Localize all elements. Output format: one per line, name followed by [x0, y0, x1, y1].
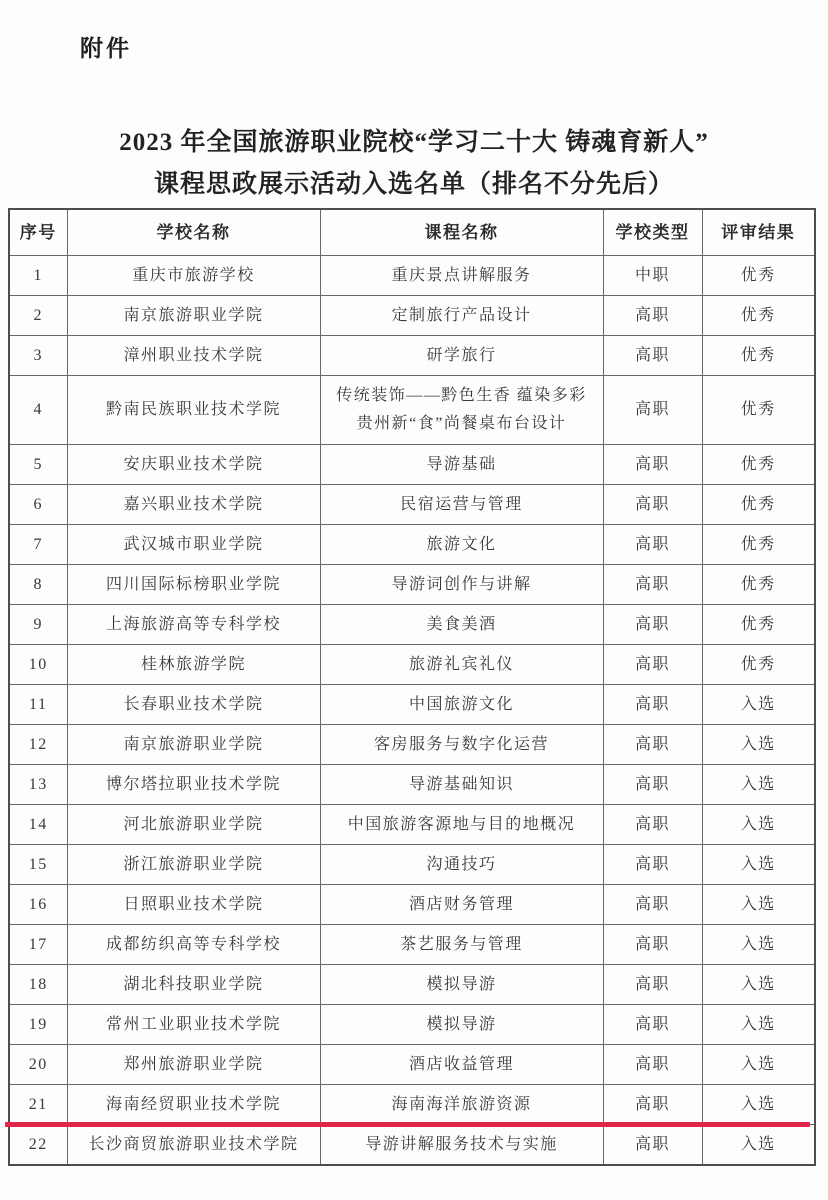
table-row: [9, 645, 815, 685]
table-row: [9, 605, 815, 645]
table-row: [9, 565, 815, 605]
cell-school-type: 高职: [603, 605, 702, 645]
cell-index: 4: [9, 376, 67, 445]
cell-course-name: 重庆景点讲解服务: [320, 256, 603, 296]
cell-course-name: 酒店收益管理: [320, 1045, 603, 1085]
cell-school-type: 中职: [603, 256, 702, 296]
table-row: [9, 965, 815, 1005]
cell-school-name: 郑州旅游职业学院: [67, 1045, 320, 1085]
cell-review-result: 入选: [702, 725, 815, 765]
cell-review-result: 入选: [702, 925, 815, 965]
column-header-review-result: 评审结果: [702, 209, 815, 256]
cell-index: 2: [9, 296, 67, 336]
cell-index: 14: [9, 805, 67, 845]
column-header-index: 序号: [9, 209, 67, 256]
table-row: [9, 336, 815, 376]
cell-school-name: 成都纺织高等专科学校: [67, 925, 320, 965]
table-row: [9, 256, 815, 296]
table-row: [9, 845, 815, 885]
cell-school-name: 日照职业技术学院: [67, 885, 320, 925]
cell-review-result: 优秀: [702, 485, 815, 525]
cell-index: 12: [9, 725, 67, 765]
cell-course-name: 模拟导游: [320, 1005, 603, 1045]
cell-school-type: 高职: [603, 965, 702, 1005]
document-title-line1: 2023 年全国旅游职业院校“学习二十大 铸魂育新人”: [119, 129, 709, 156]
cell-review-result: 优秀: [702, 605, 815, 645]
document-title-line2: 课程思政展示活动入选名单（排名不分先后）: [153, 171, 674, 198]
cell-school-type: 高职: [603, 845, 702, 885]
cell-school-name: 长春职业技术学院: [67, 685, 320, 725]
cell-school-type: 高职: [603, 485, 702, 525]
cell-course-name: 海南海洋旅游资源: [320, 1085, 603, 1125]
cell-school-name: 四川国际标榜职业学院: [67, 565, 320, 605]
cell-school-type: 高职: [603, 445, 702, 485]
cell-school-name: 上海旅游高等专科学校: [67, 605, 320, 645]
cell-course-name: 研学旅行: [320, 336, 603, 376]
table-row: [9, 725, 815, 765]
cell-course-name: 旅游礼宾礼仪: [320, 645, 603, 685]
cell-school-type: 高职: [603, 1005, 702, 1045]
cell-index: 21: [9, 1085, 67, 1125]
cell-course-name: 传统装饰——黔色生香 蕴染多彩贵州新“食”尚餐桌布台设计: [320, 376, 603, 445]
cell-school-name: 安庆职业技术学院: [67, 445, 320, 485]
table-row: [9, 1085, 815, 1125]
cell-course-name: 美食美酒: [320, 605, 603, 645]
cell-school-type: 高职: [603, 1045, 702, 1085]
cell-school-name: 博尔塔拉职业技术学院: [67, 765, 320, 805]
cell-course-name: 定制旅行产品设计: [320, 296, 603, 336]
cell-index: 3: [9, 336, 67, 376]
cell-school-name: 南京旅游职业学院: [67, 725, 320, 765]
cell-school-name: 桂林旅游学院: [67, 645, 320, 685]
cell-review-result: 入选: [702, 1005, 815, 1045]
cell-index: 6: [9, 485, 67, 525]
cell-school-name: 湖北科技职业学院: [67, 965, 320, 1005]
table-row: [9, 525, 815, 565]
cell-school-name: 黔南民族职业技术学院: [67, 376, 320, 445]
table-row: [9, 1005, 815, 1045]
cell-review-result: 入选: [702, 805, 815, 845]
table-row: [9, 445, 815, 485]
cell-course-name: 中国旅游文化: [320, 685, 603, 725]
cell-index: 19: [9, 1005, 67, 1045]
cell-review-result: 入选: [702, 685, 815, 725]
cell-review-result: 入选: [702, 1125, 815, 1166]
cell-course-name: 客房服务与数字化运营: [320, 725, 603, 765]
table-row: [9, 885, 815, 925]
table-row: [9, 765, 815, 805]
cell-school-type: 高职: [603, 805, 702, 845]
column-header-school-name: 学校名称: [67, 209, 320, 256]
cell-course-name: 模拟导游: [320, 965, 603, 1005]
cell-school-type: 高职: [603, 765, 702, 805]
table-row: [9, 485, 815, 525]
cell-index: 22: [9, 1125, 67, 1166]
cell-school-type: 高职: [603, 1125, 702, 1166]
cell-course-name: 茶艺服务与管理: [320, 925, 603, 965]
cell-review-result: 优秀: [702, 445, 815, 485]
table-row: [9, 805, 815, 845]
cell-course-name: 酒店财务管理: [320, 885, 603, 925]
cell-school-type: 高职: [603, 725, 702, 765]
cell-review-result: 优秀: [702, 256, 815, 296]
table-row: [9, 1045, 815, 1085]
cell-review-result: 优秀: [702, 645, 815, 685]
cell-review-result: 入选: [702, 845, 815, 885]
cell-index: 16: [9, 885, 67, 925]
table-row: [9, 376, 815, 445]
cell-school-type: 高职: [603, 885, 702, 925]
cell-course-name: 中国旅游客源地与目的地概况: [320, 805, 603, 845]
table-row: [9, 1125, 815, 1166]
roster-table-wrap: [8, 208, 814, 1166]
attachment-label: 附件: [80, 36, 132, 61]
cell-school-type: 高职: [603, 565, 702, 605]
cell-school-name: 浙江旅游职业学院: [67, 845, 320, 885]
cell-index: 5: [9, 445, 67, 485]
cell-review-result: 入选: [702, 1045, 815, 1085]
cell-index: 10: [9, 645, 67, 685]
red-underline-highlight: [5, 1122, 810, 1127]
cell-index: 7: [9, 525, 67, 565]
cell-review-result: 入选: [702, 1085, 815, 1125]
cell-review-result: 入选: [702, 885, 815, 925]
cell-review-result: 优秀: [702, 296, 815, 336]
cell-school-type: 高职: [603, 645, 702, 685]
cell-course-name: 沟通技巧: [320, 845, 603, 885]
cell-school-type: 高职: [603, 685, 702, 725]
table-row: [9, 925, 815, 965]
cell-index: 1: [9, 256, 67, 296]
cell-index: 8: [9, 565, 67, 605]
cell-school-name: 海南经贸职业技术学院: [67, 1085, 320, 1125]
cell-school-type: 高职: [603, 1085, 702, 1125]
cell-school-name: 重庆市旅游学校: [67, 256, 320, 296]
cell-school-type: 高职: [603, 296, 702, 336]
cell-school-name: 常州工业职业技术学院: [67, 1005, 320, 1045]
table-row: [9, 296, 815, 336]
cell-school-name: 漳州职业技术学院: [67, 336, 320, 376]
cell-course-name: 导游讲解服务技术与实施: [320, 1125, 603, 1166]
cell-index: 18: [9, 965, 67, 1005]
cell-school-name: 武汉城市职业学院: [67, 525, 320, 565]
cell-index: 17: [9, 925, 67, 965]
cell-school-type: 高职: [603, 525, 702, 565]
column-header-school-type: 学校类型: [603, 209, 702, 256]
cell-index: 11: [9, 685, 67, 725]
cell-course-name: 导游基础: [320, 445, 603, 485]
cell-course-name: 民宿运营与管理: [320, 485, 603, 525]
cell-course-name: 旅游文化: [320, 525, 603, 565]
cell-index: 15: [9, 845, 67, 885]
table-row: [9, 685, 815, 725]
table-body: [9, 256, 815, 1166]
cell-school-type: 高职: [603, 925, 702, 965]
cell-school-name: 南京旅游职业学院: [67, 296, 320, 336]
cell-index: 13: [9, 765, 67, 805]
column-header-course-name: 课程名称: [320, 209, 603, 256]
roster-table: [8, 208, 816, 1166]
cell-school-name: 河北旅游职业学院: [67, 805, 320, 845]
cell-review-result: 入选: [702, 965, 815, 1005]
cell-review-result: 优秀: [702, 336, 815, 376]
table-header-row: [9, 209, 815, 256]
cell-index: 20: [9, 1045, 67, 1085]
cell-school-name: 嘉兴职业技术学院: [67, 485, 320, 525]
cell-course-name: 导游基础知识: [320, 765, 603, 805]
cell-review-result: 入选: [702, 765, 815, 805]
cell-school-name: 长沙商贸旅游职业技术学院: [67, 1125, 320, 1166]
document-title: [0, 122, 828, 206]
cell-review-result: 优秀: [702, 565, 815, 605]
cell-review-result: 优秀: [702, 376, 815, 445]
cell-course-name: 导游词创作与讲解: [320, 565, 603, 605]
table-header: [9, 209, 815, 256]
cell-school-type: 高职: [603, 376, 702, 445]
cell-school-type: 高职: [603, 336, 702, 376]
cell-index: 9: [9, 605, 67, 645]
cell-review-result: 优秀: [702, 525, 815, 565]
